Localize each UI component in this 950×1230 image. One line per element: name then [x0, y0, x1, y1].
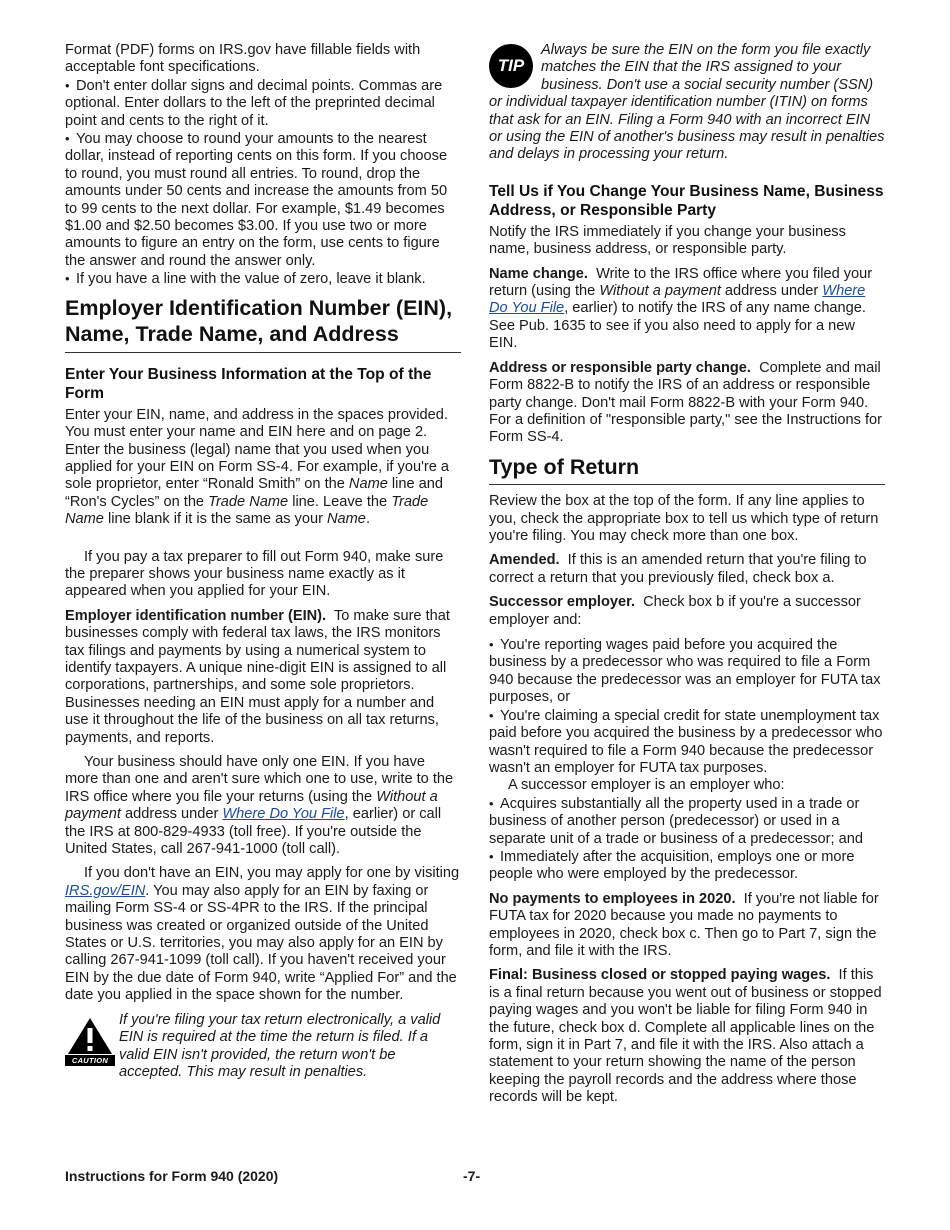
successor-definition: A successor employer is an employer who:	[508, 777, 785, 794]
caution-text: If you're filing your tax return electronically, a valid EIN is required at the time the return is filed. If a valid EIN isn't provided, the return won't be accepted. This may result in penalties.	[119, 1011, 441, 1080]
para-final: Final: Business closed or stopped paying wages. If this is a final return because you went out of business or stopped paying wages and you won't be liable for filing Form 940 in the future, check box d. Complete all applicable lines on the form, sign it in Part 7, and file it with the IRS. Also attach a statement to your return showing the name of the person keeping the payroll records and the address where those records will be kept.	[489, 967, 882, 1106]
name-change-lead: Name change.	[489, 265, 588, 282]
bullet-zero-value: • If you have a line with the value of zero, leave it blank.	[65, 270, 461, 288]
right-column	[489, 42, 885, 1114]
heading-ein: Employer Identification Number (EIN), Name, Trade Name, and Address	[65, 295, 461, 353]
para-address-change: Address or responsible party change. Complete and mail Form 8822-B to notify the IRS of an address or responsible party change. Don't mail Form 8822-B with your Form 940. For a definition of "responsible party," see the Instructions for Form SS-4.	[489, 359, 882, 446]
tip-note	[489, 42, 885, 164]
para-amended: Amended. If this is an amended return that you're filing to correct a return that you previously filed, check box a.	[489, 552, 867, 586]
intro-text: Format (PDF) forms on IRS.gov have fillable fields with acceptable font specifications.	[65, 42, 421, 76]
ein-lead: Employer identification number (EIN).	[65, 607, 327, 624]
final-lead: Final: Business closed or stopped paying wages.	[489, 967, 831, 984]
successor-bullet-1: • You're reporting wages paid before you acquired the business by a predecessor who was required to file a Form 940 because the predecessor was an employer for FUTA tax purposes, or	[489, 636, 885, 707]
successor-lead: Successor employer.	[489, 594, 636, 611]
address-lead: Address or responsible party change.	[489, 359, 751, 376]
page-number: -7-	[463, 1168, 481, 1184]
caution-note	[65, 1012, 461, 1082]
heading-type-of-return: Type of Return	[489, 454, 885, 486]
amended-lead: Amended.	[489, 552, 560, 569]
left-column	[65, 42, 461, 1088]
no-payments-lead: No payments to employees in 2020.	[489, 890, 736, 907]
where-do-you-file-link-2[interactable]: Where Do You File	[489, 283, 866, 317]
subheading-business-info: Enter Your Business Information at the Top of the Form	[65, 365, 432, 403]
para-no-payments: No payments to employees in 2020. If you're not liable for FUTA tax for 2020 because you made no payments to employees in 2020, check box c. Then go to Part 7, sign the form, and file it with the IRS.	[489, 890, 879, 959]
para-ein-definition: Employer identification number (EIN). To make sure that businesses comply with federal tax laws, the IRS monitors tax filings and payments by using a numerical system to identify taxpayers. A unique nine-digit EIN is assigned to all corporations, partnerships, and some sole proprietors. Businesses needing an EIN must apply for a number and use it throughout the life of the business on all tax returns, payments, and reports.	[65, 607, 450, 746]
bullet-dollar-signs: • Don't enter dollar signs and decimal points. Commas are optional. Enter dollars to the left of the preprinted decimal point and cents to the right of it.	[65, 77, 461, 130]
caution-label: CAUTION	[65, 1055, 115, 1066]
footer-title: Instructions for Form 940 (2020)	[65, 1168, 279, 1184]
para-name-change: Name change. Write to the IRS office where you filed your return (using the Without a payment address under Where Do You File, earlier) to notify the IRS of any name change. See Pub. 1635 to see if you also need to apply for a new EIN.	[489, 265, 873, 352]
para-one-ein: Your business should have only one EIN. If you have more than one and aren't sure which one to use, write to the IRS office where you file your returns (using the Without a payment address under Where Do You File, earlier) or call the IRS at 800-829-4933 (toll free). If you're outside the United States, call 267-941-1000 (toll call).	[65, 754, 454, 858]
successor-bullet-4: • Immediately after the acquisition, employs one or more people who were employed by the predecessor.	[489, 848, 885, 884]
where-do-you-file-link[interactable]: Where Do You File	[222, 806, 345, 823]
para-no-ein: If you don't have an EIN, you may apply for one by visiting IRS.gov/EIN. You may also apply for an EIN by faxing or mailing Form SS-4 or SS-4PR to the IRS. If the principal business was created or organized outside of the United States or U.S. territories, you may also apply for an EIN by calling 267-941-1099 (toll call). If you haven't received your EIN by the due date of Form 940, write “Applied For” and the date you applied in the space shown for the number.	[65, 865, 460, 1004]
tip-label: TIP	[489, 44, 533, 88]
successor-bullet-3: • Acquires substantially all the property used in a trade or business of another person (predecessor) or used in a separate unit of a trade or business of a predecessor; and	[489, 795, 885, 848]
caution-icon	[65, 1016, 115, 1066]
bullet-rounding: • You may choose to round your amounts to the nearest dollar, instead of reporting cents on this form. If you choose to round, you must round all entries. To round, drop the amounts under 50 cents and increase the amounts from 50 to 99 cents to the next dollar. For example, $1.49 becomes $1.00 and $2.50 becomes $3.00. If you use two or more amounts to figure an entry on the form, use cents to figure the answer and round the answer only.	[65, 130, 461, 270]
para-business-info: Enter your EIN, name, and address in the spaces provided. You must enter your name and EIN here and on page 2. Enter the business (legal) name that you used when you applied for your EIN on Form SS-4. For example, if you're a sole proprietor, enter “Ronald Smith” on the Name line and “Ron's Cycles” on the Trade Name line. Leave the Trade Name line blank if it is the same as your Name.	[65, 406, 450, 528]
successor-bullet-2: • You're claiming a special credit for state unemployment tax paid before you acquired the business by a predecessor who wasn't required to file a Form 940 because the predecessor wasn't an employer for FUTA tax purposes.	[489, 707, 885, 778]
irs-gov-ein-link[interactable]: IRS.gov/EIN	[65, 882, 146, 899]
para-change-intro: Notify the IRS immediately if you change your business name, business address, or responsible party.	[489, 223, 846, 258]
subheading-change: Tell Us if You Change Your Business Name, Business Address, or Responsible Party	[489, 182, 884, 220]
para-successor: Successor employer. Check box b if you're a successor employer and:	[489, 594, 861, 628]
tip-text: Always be sure the EIN on the form you file exactly matches the EIN that the IRS assigned to your business. Don't use a social security number (SSN) or individual taxpayer identification number (ITIN) on forms that ask for an EIN. Filing a Form 940 with an incorrect EIN or using the EIN of another's business may result in penalties and delays in processing your return.	[489, 42, 885, 163]
para-preparer: If you pay a tax preparer to fill out Form 940, make sure the preparer shows your business name exactly as it appeared when you applied for your EIN.	[65, 548, 444, 600]
tip-icon	[489, 44, 535, 88]
para-type-intro: Review the box at the top of the form. If any line applies to you, check the appropriate box to tell us which type of return you're filing. You may check more than one box.	[489, 493, 879, 545]
